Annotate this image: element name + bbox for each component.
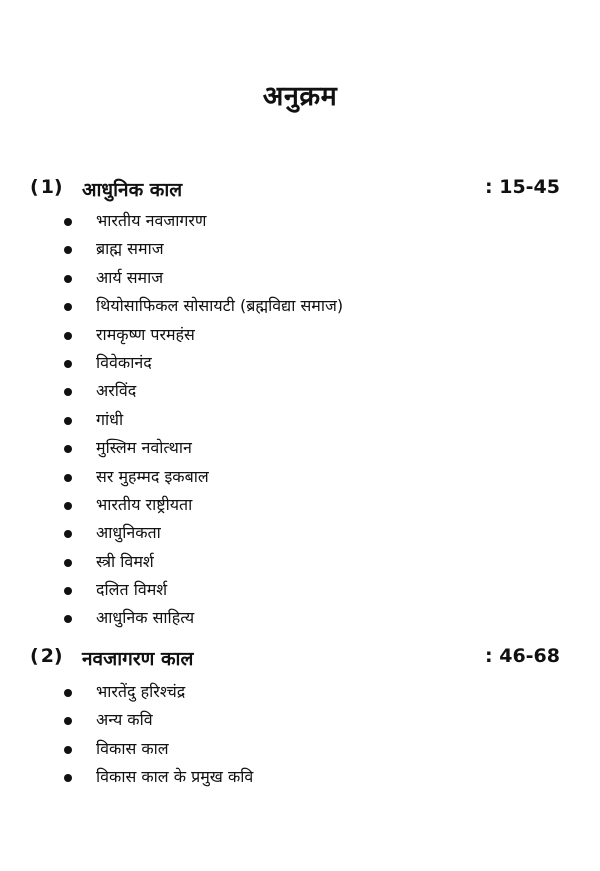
section-item-list	[30, 209, 560, 635]
list-item	[30, 708, 560, 736]
list-item	[30, 351, 560, 379]
list-item	[30, 237, 560, 265]
item-label: विकास काल के प्रमुख कवि	[96, 767, 254, 787]
bullet-icon	[64, 474, 72, 482]
section-number: (1)	[30, 176, 65, 198]
list-item	[30, 521, 560, 549]
list-item	[30, 436, 560, 464]
bullet-icon	[64, 246, 72, 254]
item-label: मुस्लिम नवोत्थान	[96, 438, 192, 458]
item-label: भारतीय राष्ट्रीयता	[96, 494, 193, 514]
item-label: भारतेंदु हरिश्चंद्र	[96, 682, 186, 701]
bullet-icon	[64, 218, 72, 226]
item-label: अरविंद	[96, 381, 137, 401]
item-label: भारतीय नवजागरण	[96, 211, 207, 230]
bullet-icon	[64, 717, 72, 725]
list-item	[30, 680, 560, 708]
section-heading	[30, 176, 560, 210]
bullet-icon	[64, 275, 72, 283]
section-item-list	[30, 680, 560, 794]
bullet-icon	[64, 332, 72, 340]
list-item	[30, 379, 560, 407]
section-heading	[30, 645, 560, 679]
list-item	[30, 465, 560, 493]
list-item	[30, 765, 560, 793]
item-label: गांधी	[96, 409, 124, 429]
item-label: सर मुहम्मद इकबाल	[96, 466, 209, 486]
bullet-icon	[64, 774, 72, 782]
list-item	[30, 408, 560, 436]
list-item	[30, 493, 560, 521]
item-label: थियोसाफिकल सोसायटी (ब्रह्मविद्या समाज)	[96, 296, 344, 316]
section-number: (2)	[30, 645, 65, 667]
bullet-icon	[64, 303, 72, 311]
list-item	[30, 323, 560, 351]
item-label: स्त्री विमर्श	[96, 551, 154, 571]
section-title: नवजागरण काल	[82, 648, 194, 670]
bullet-icon	[64, 530, 72, 538]
bullet-icon	[64, 689, 72, 697]
list-item	[30, 606, 560, 634]
list-item	[30, 294, 560, 322]
list-item	[30, 737, 560, 765]
section-title: आधुनिक काल	[82, 179, 183, 201]
item-label: आधुनिकता	[96, 523, 161, 543]
item-label: अन्य कवि	[96, 710, 153, 730]
item-label: आधुनिक साहित्य	[96, 608, 195, 628]
bullet-icon	[64, 360, 72, 368]
bullet-icon	[64, 388, 72, 396]
bullet-icon	[64, 502, 72, 510]
bullet-icon	[64, 559, 72, 567]
bullet-icon	[64, 445, 72, 453]
item-label: रामकृष्ण परमहंस	[96, 324, 195, 344]
bullet-icon	[64, 746, 72, 754]
bullet-icon	[64, 417, 72, 425]
item-label: दलित विमर्श	[96, 580, 168, 600]
list-item	[30, 266, 560, 294]
toc-section-2	[30, 645, 560, 794]
bullet-icon	[64, 587, 72, 595]
list-item	[30, 550, 560, 578]
list-item	[30, 209, 560, 237]
item-label: विवेकानंद	[96, 352, 152, 372]
item-label: विकास काल	[96, 738, 169, 758]
section-page-range: : 46-68	[485, 645, 560, 667]
item-label: ब्राह्म समाज	[96, 239, 164, 259]
toc-section-1	[30, 176, 560, 635]
section-page-range: : 15-45	[485, 176, 560, 198]
item-label: आर्य समाज	[96, 267, 164, 287]
list-item	[30, 578, 560, 606]
bullet-icon	[64, 615, 72, 623]
page-title: अनुक्रम	[262, 81, 338, 112]
